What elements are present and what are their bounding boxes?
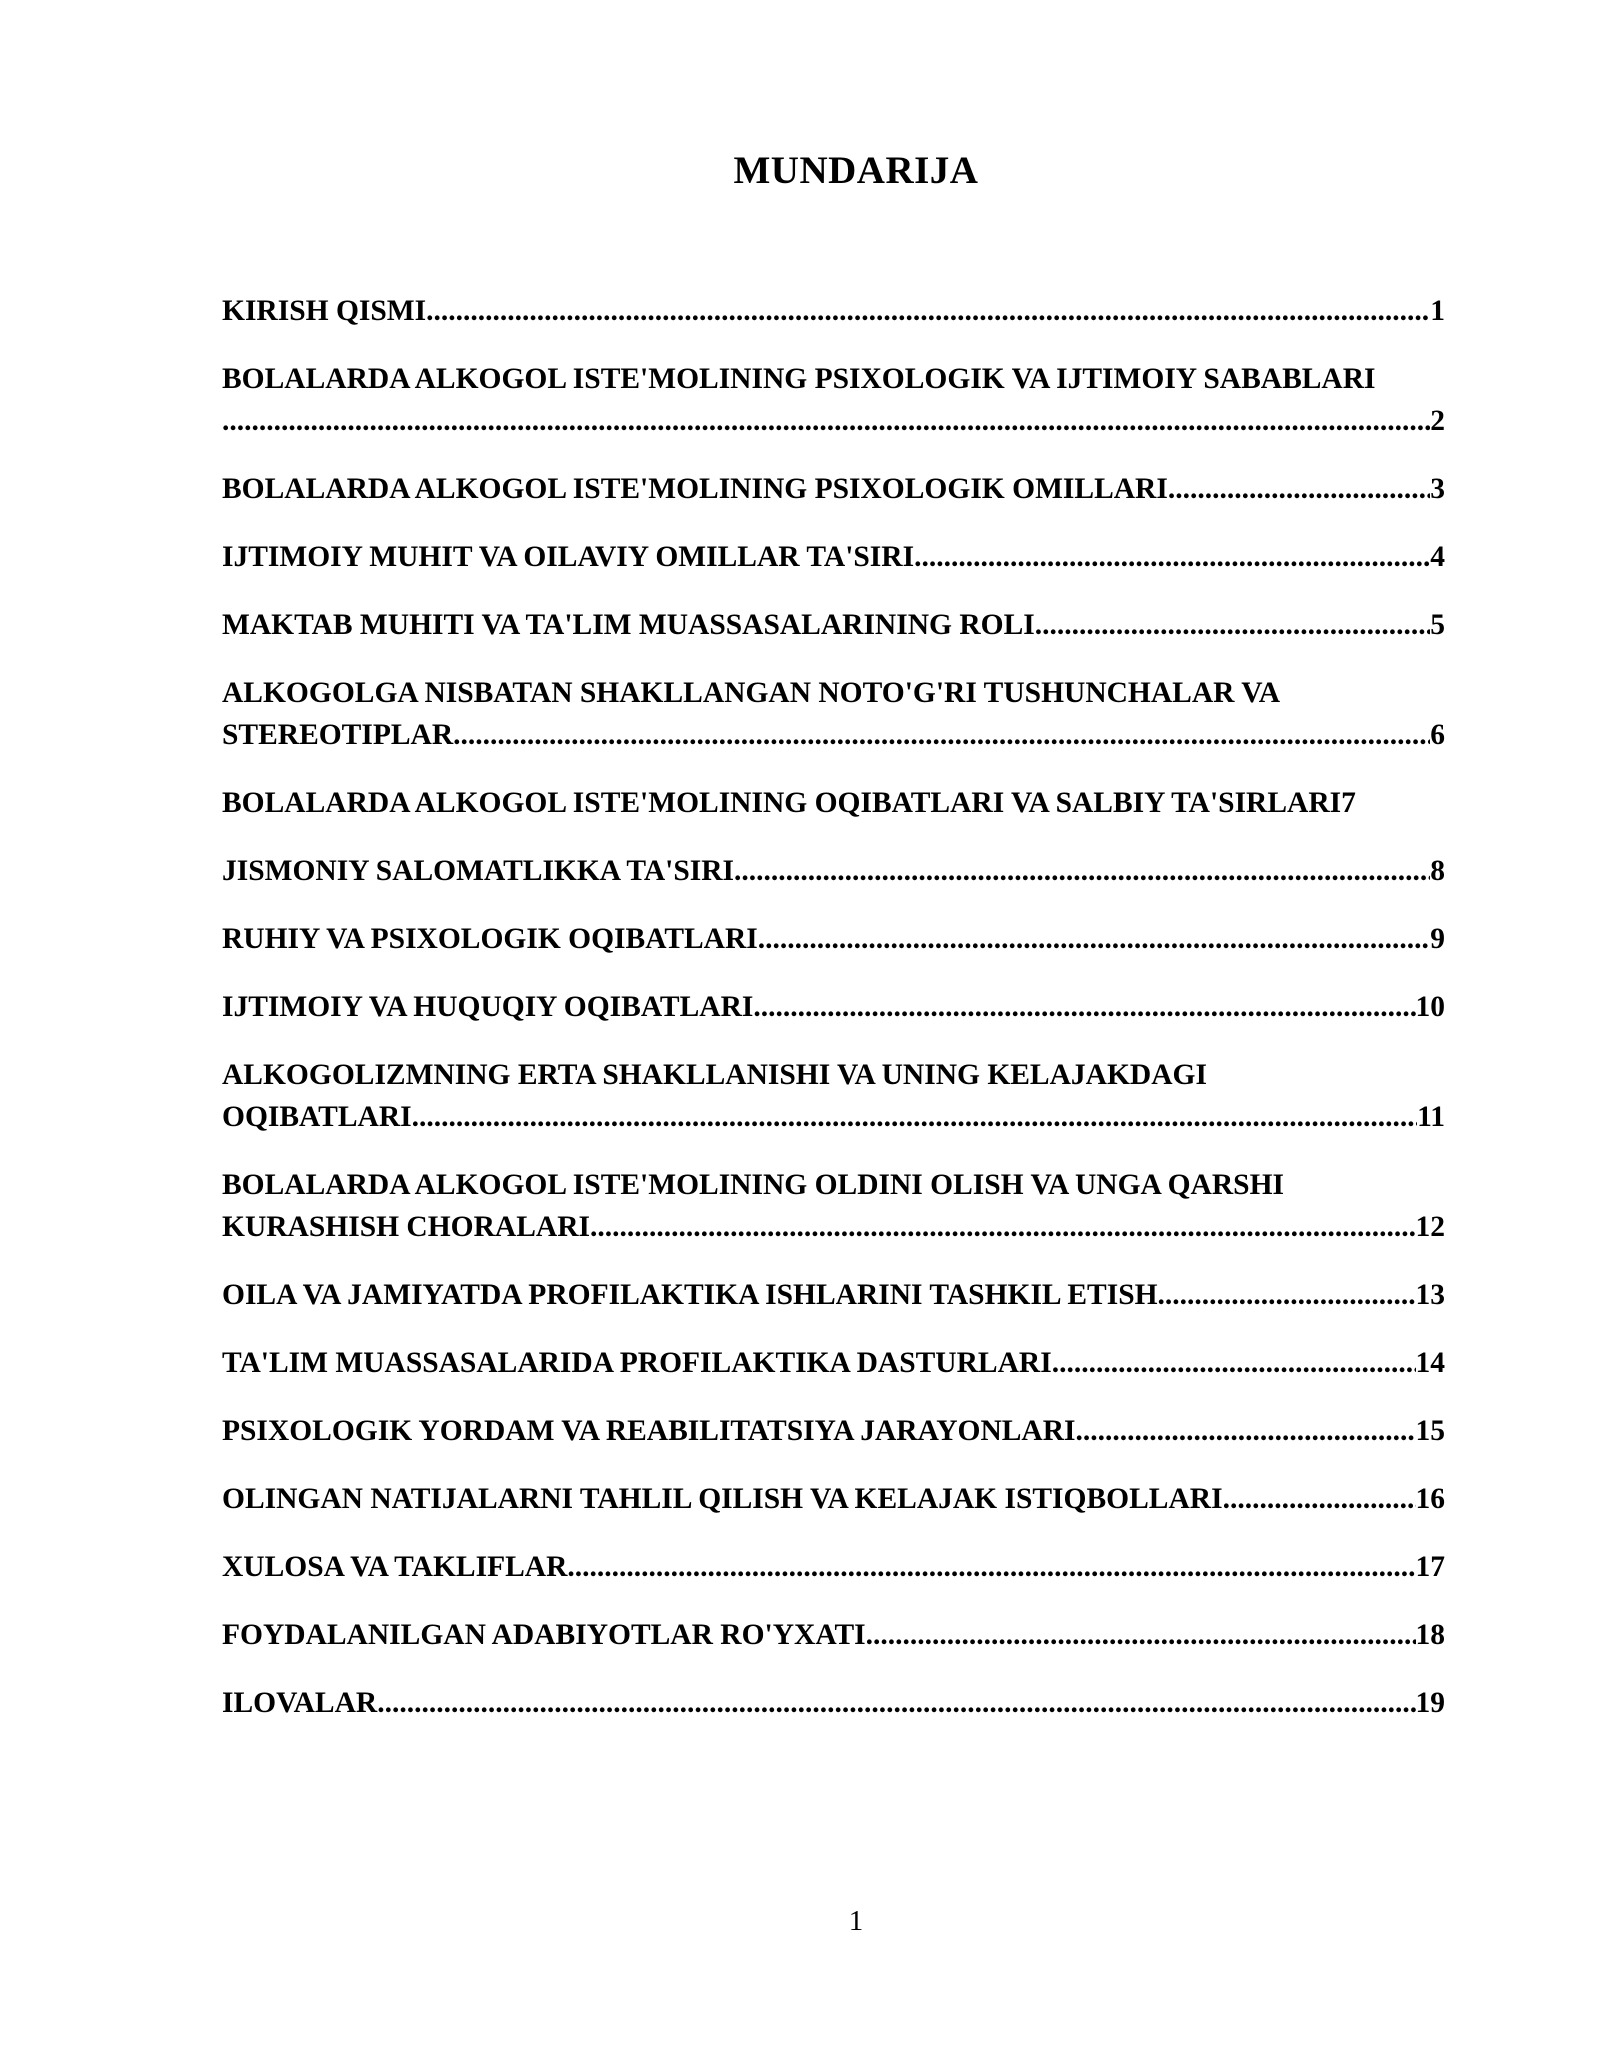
table-of-contents: [222, 290, 1445, 1750]
toc-entry[interactable]: [222, 1274, 1445, 1316]
dot-leader: [1223, 1478, 1416, 1520]
toc-entry-title: OILA VA JAMIYATDA PROFILAKTIKA ISHLARINI TASHKIL ETISH: [222, 1279, 1158, 1311]
page-title: MUNDARIJA: [733, 149, 979, 192]
dot-leader: [1052, 1342, 1416, 1384]
toc-entry-title: OQIBATLARI: [222, 1101, 412, 1133]
dot-leader: [1076, 1410, 1416, 1452]
toc-entry-title: RUHIY VA PSIXOLOGIK OQIBATLARI: [222, 923, 758, 955]
dot-leader: [753, 986, 1415, 1028]
toc-entry[interactable]: [222, 1342, 1445, 1384]
toc-page-number: 1: [1430, 295, 1445, 327]
toc-entry[interactable]: [222, 1054, 1445, 1138]
toc-entry-title: BOLALARDA ALKOGOL ISTE'MOLINING PSIXOLOGIK VA IJTIMOIY SABABLARI: [222, 363, 1376, 395]
toc-page-number: 12: [1415, 1211, 1445, 1243]
toc-entry-title: STEREOTIPLAR: [222, 719, 454, 751]
toc-entry-line: [222, 1164, 1445, 1206]
toc-entry-title: ILOVALAR: [222, 1687, 378, 1719]
toc-entry-title: XULOSA VA TAKLIFLAR: [222, 1551, 568, 1583]
dot-leader: [1035, 604, 1431, 646]
toc-entry[interactable]: [222, 468, 1445, 510]
toc-page-number: 15: [1415, 1415, 1445, 1447]
dot-leader: [866, 1614, 1416, 1656]
toc-page-number: 5: [1430, 609, 1445, 641]
toc-entry[interactable]: [222, 672, 1445, 756]
page-number: 1: [848, 1905, 864, 1937]
toc-entry[interactable]: [222, 918, 1445, 960]
toc-entry-line: [222, 1054, 1445, 1096]
toc-page-number: 7: [1341, 787, 1356, 819]
dot-leader: [453, 714, 1430, 756]
toc-entry-title: OLINGAN NATIJALARNI TAHLIL QILISH VA KELAJAK ISTIQBOLLARI: [222, 1483, 1223, 1515]
toc-entry[interactable]: [222, 782, 1445, 824]
toc-entry-title: IJTIMOIY MUHIT VA OILAVIY OMILLAR TA'SIRI: [222, 541, 915, 573]
toc-page-number: 19: [1415, 1687, 1445, 1719]
toc-entry-title: KURASHISH CHORALARI: [222, 1211, 590, 1243]
toc-entry-title: KIRISH QISMI: [222, 295, 427, 327]
toc-page-number: 6: [1430, 719, 1445, 751]
toc-entry-title: MAKTAB MUHITI VA TA'LIM MUASSASALARINING ROLI: [222, 609, 1035, 641]
dot-leader: [734, 850, 1430, 892]
toc-entry-line: [222, 714, 1445, 756]
toc-page-number: 4: [1430, 541, 1445, 573]
toc-entry-title: BOLALARDA ALKOGOL ISTE'MOLINING PSIXOLOGIK OMILLARI: [222, 473, 1168, 505]
toc-entry-title: TA'LIM MUASSASALARIDA PROFILAKTIKA DASTURLARI: [222, 1347, 1052, 1379]
toc-page-number: 16: [1415, 1483, 1445, 1515]
toc-page-number: 17: [1415, 1551, 1445, 1583]
toc-entry-title: JISMONIY SALOMATLIKKA TA'SIRI: [222, 855, 734, 887]
toc-page-number: 8: [1430, 855, 1445, 887]
dot-leader: [914, 536, 1430, 578]
toc-entry[interactable]: [222, 986, 1445, 1028]
toc-entry-line: [222, 1206, 1445, 1248]
toc-entry[interactable]: [222, 1410, 1445, 1452]
toc-entry-title: ALKOGOLIZMNING ERTA SHAKLLANISHI VA UNING KELAJAKDAGI: [222, 1059, 1207, 1091]
toc-entry[interactable]: [222, 358, 1445, 442]
dot-leader: [377, 1682, 1415, 1724]
toc-entry-title: BOLALARDA ALKOGOL ISTE'MOLINING OQIBATLARI VA SALBIY TA'SIRLARI: [222, 787, 1342, 819]
toc-page-number: 14: [1415, 1347, 1445, 1379]
toc-entry-line: [222, 672, 1445, 714]
toc-page-number: 10: [1415, 991, 1445, 1023]
toc-entry[interactable]: [222, 850, 1445, 892]
dot-leader: [590, 1206, 1416, 1248]
toc-entry[interactable]: [222, 1682, 1445, 1724]
toc-entry-line: [222, 358, 1445, 400]
toc-entry[interactable]: [222, 1164, 1445, 1248]
toc-entry[interactable]: [222, 1614, 1445, 1656]
toc-page-number: 18: [1415, 1619, 1445, 1651]
dot-leader: [1158, 1274, 1416, 1316]
toc-entry[interactable]: [222, 604, 1445, 646]
toc-entry[interactable]: [222, 1546, 1445, 1588]
dot-leader: [222, 400, 1430, 442]
toc-page-number: 9: [1430, 923, 1445, 955]
dot-leader: [1168, 468, 1430, 510]
toc-entry[interactable]: [222, 1478, 1445, 1520]
dot-leader: [758, 918, 1430, 960]
toc-entry-line: [222, 400, 1445, 442]
dot-leader: [567, 1546, 1415, 1588]
toc-entry-title: FOYDALANILGAN ADABIYOTLAR RO'YXATI: [222, 1619, 866, 1651]
toc-page-number: 2: [1430, 405, 1445, 437]
toc-entry[interactable]: [222, 290, 1445, 332]
toc-entry-line: [222, 1096, 1445, 1138]
toc-entry-title: BOLALARDA ALKOGOL ISTE'MOLINING OLDINI OLISH VA UNGA QARSHI: [222, 1169, 1284, 1201]
toc-entry-title: PSIXOLOGIK YORDAM VA REABILITATSIYA JARAYONLARI: [222, 1415, 1076, 1447]
toc-page-number: 3: [1430, 473, 1445, 505]
dot-leader: [412, 1096, 1418, 1138]
dot-leader: [426, 290, 1430, 332]
toc-page-number: 11: [1417, 1101, 1445, 1133]
toc-page-number: 13: [1415, 1279, 1445, 1311]
toc-entry-title: IJTIMOIY VA HUQUQIY OQIBATLARI: [222, 991, 754, 1023]
toc-entry[interactable]: [222, 536, 1445, 578]
toc-entry-title: ALKOGOLGA NISBATAN SHAKLLANGAN NOTO'G'RI TUSHUNCHALAR VA: [222, 677, 1281, 709]
